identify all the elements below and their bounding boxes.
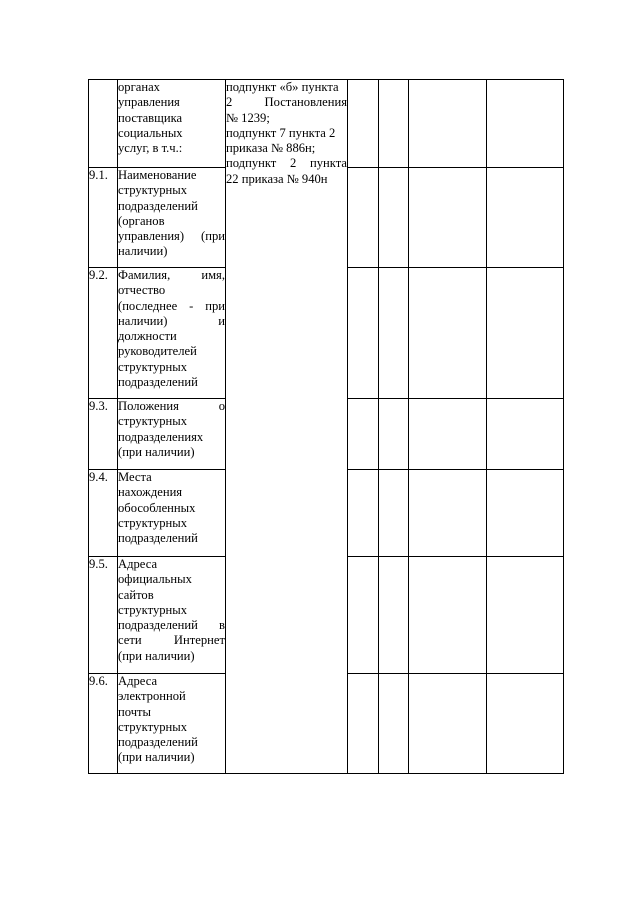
empty-cell [409,399,487,470]
empty-cell [348,470,379,557]
empty-cell [348,557,379,674]
empty-cell [379,80,409,168]
row-number [89,80,118,168]
legal-basis-cell: подпункт «б» пункта 2 Постановления № 1239; подпункт 7 пункта 2 приказа № 886н; подпункт 2 пункта 22 приказа № 940н [226,80,348,774]
empty-cell [409,674,487,774]
row-name: Места нахождения обособленных структурных подразделений [118,470,226,557]
requirements-table [88,79,564,774]
empty-cell [348,268,379,399]
empty-cell [379,399,409,470]
row-number: 9.4. [89,470,118,557]
empty-cell [348,399,379,470]
row-name: органах управления поставщика социальных услуг, в т.ч.: [118,80,226,168]
empty-cell [379,168,409,268]
row-name: Адреса электронной почты структурных подразделений (при наличии) [118,674,226,774]
empty-cell [379,674,409,774]
row-number: 9.2. [89,268,118,399]
row-name: Адреса официальных сайтов структурных подразделений в сети Интернет (при наличии) [118,557,226,674]
empty-cell [348,168,379,268]
empty-cell [379,557,409,674]
table-row [89,80,564,168]
empty-cell [379,268,409,399]
row-name: Фамилия, имя, отчество (последнее - при наличии) и должности руководителей структурных подразделений [118,268,226,399]
empty-cell [409,268,487,399]
empty-cell [487,80,564,168]
empty-cell [487,268,564,399]
row-name: Положения о структурных подразделениях (при наличии) [118,399,226,470]
row-number: 9.3. [89,399,118,470]
empty-cell [487,470,564,557]
empty-cell [487,168,564,268]
empty-cell [379,470,409,557]
row-number: 9.5. [89,557,118,674]
empty-cell [409,470,487,557]
empty-cell [348,674,379,774]
row-name: Наименование структурных подразделений (органов управления) (при наличии) [118,168,226,268]
empty-cell [487,674,564,774]
empty-cell [487,557,564,674]
row-number: 9.6. [89,674,118,774]
row-number: 9.1. [89,168,118,268]
empty-cell [409,80,487,168]
empty-cell [487,399,564,470]
empty-cell [409,168,487,268]
empty-cell [348,80,379,168]
empty-cell [409,557,487,674]
